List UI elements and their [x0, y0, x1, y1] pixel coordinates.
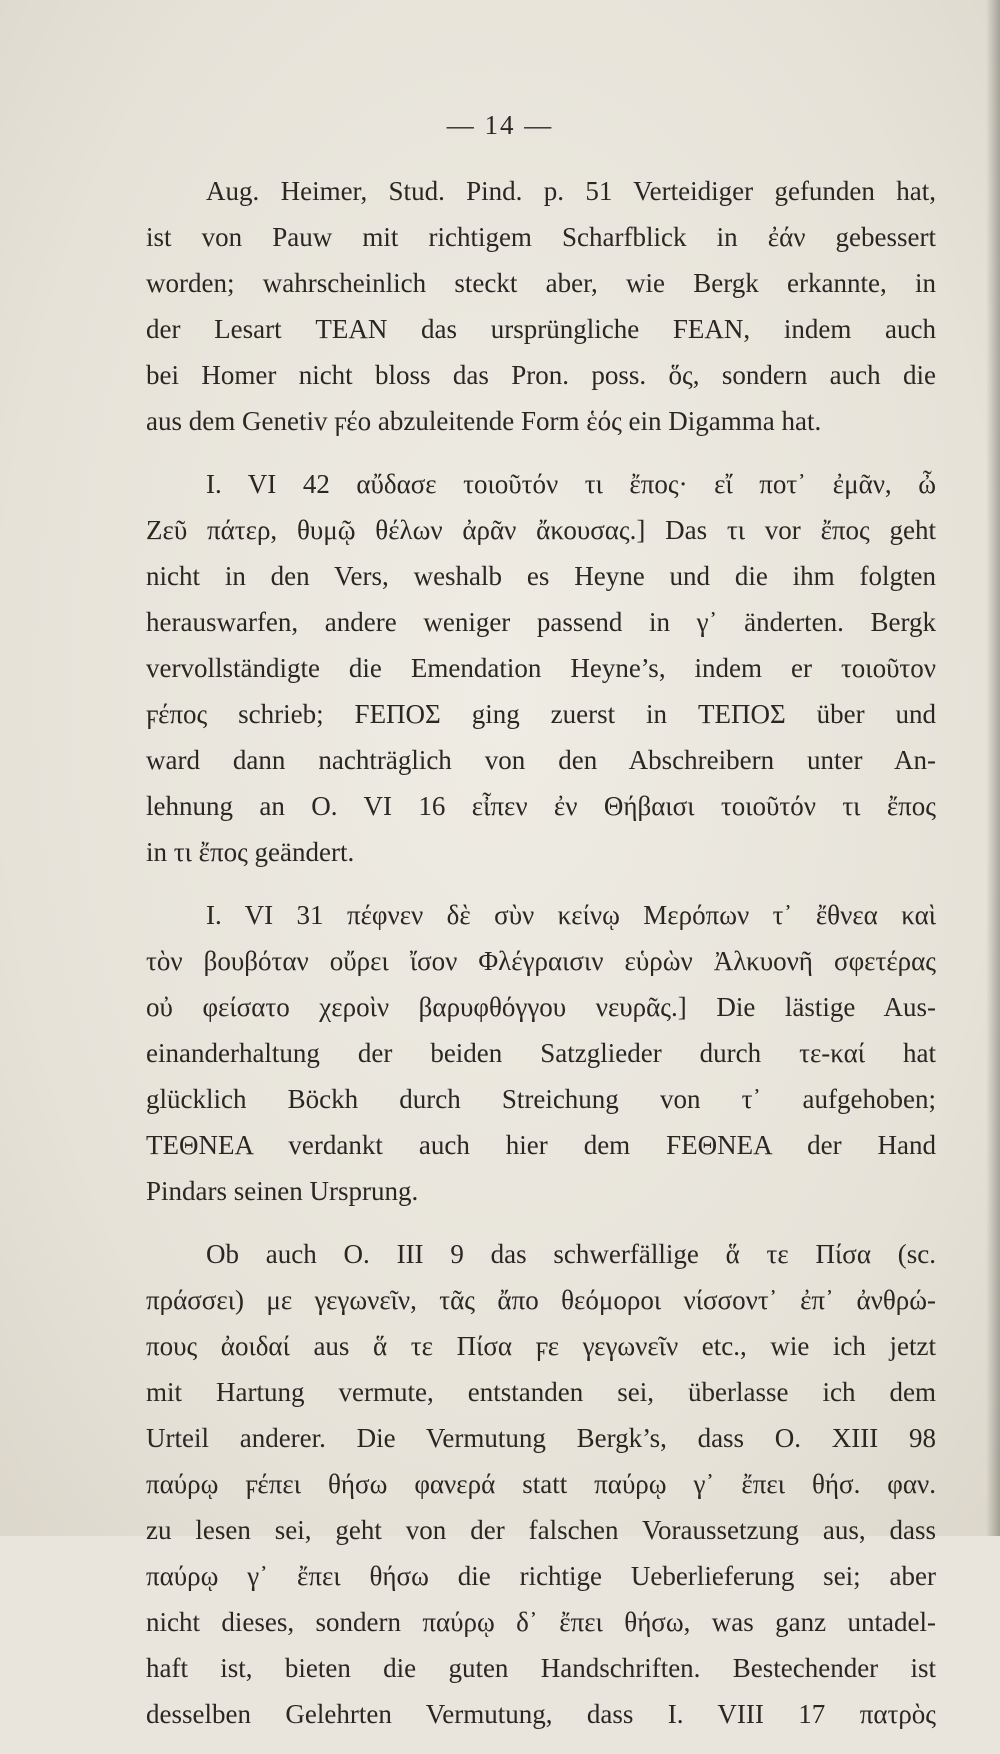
text-line: Urteil anderer. Die Vermutung Bergk’s, dass O. XIII 98 — [146, 1423, 936, 1453]
text-line: ward dann nachträglich von den Abschreibern unter An- — [146, 745, 936, 775]
body-text — [146, 168, 936, 1754]
text-line: ΤΕΘΝΕΑ verdankt auch hier dem ϜΕΘΝΕΑ der Hand — [146, 1130, 936, 1160]
text-line: Pindars seinen Ursprung. — [146, 1176, 419, 1206]
text-line: πράσσει) με γεγωνεῖν, τᾶς ἄπο θεόμοροι νίσσοντ᾽ ἐπ᾽ ἀνθρώ- — [146, 1285, 936, 1315]
text-line: οὐ φείσατο χεροὶν βαρυφθόγγου νευρᾶς.] Die lästige Aus- — [146, 992, 936, 1022]
text-line: Ζεῦ πάτερ, θυμῷ θέλων ἀρᾶν ἄκουσας.] Das τι vor ἔπος geht — [146, 515, 936, 545]
text-line: I. VI 42 αὔδασε τοιοῦτόν τι ἔπος· εἴ ποτ᾽ ἐμᾶν, ὦ — [206, 469, 936, 499]
text-line: haft ist, bieten die guten Handschriften. Bestechender ist — [146, 1653, 936, 1683]
text-line: aus dem Genetiv ϝέο abzuleitende Form ἑός ein Digamma hat. — [146, 406, 822, 436]
text-line: einanderhaltung der beiden Satzglieder durch τε-καί hat — [146, 1038, 936, 1068]
text-line: ist von Pauw mit richtigem Scharfblick in ἐάν gebessert — [146, 222, 936, 252]
text-line: in τι ἔπος geändert. — [146, 837, 355, 867]
text-line: I. VI 31 πέφνεν δὲ σὺν κείνῳ Μερόπων τ᾽ ἔθνεα καὶ — [206, 900, 936, 930]
text-line: τὸν βουβόταν οὔρει ἴσον Φλέγραισιν εὑρὼν Ἀλκυονῆ σφετέρας — [146, 946, 936, 976]
text-line: worden; wahrscheinlich steckt aber, wie Bergk erkannte, in — [146, 268, 936, 298]
page-spine-shadow — [986, 0, 1000, 1536]
text-line: nicht in den Vers, weshalb es Heyne und die ihm folgten — [146, 561, 936, 591]
text-line: Aug. Heimer, Stud. Pind. p. 51 Verteidiger gefunden hat, — [206, 176, 936, 206]
text-line: der Lesart ΤΕΑΝ das ursprüngliche ϜΕΑΝ, indem auch — [146, 314, 936, 344]
text-line: Ob auch O. III 9 das schwerfällige ἅ τε Πίσα (sc. — [206, 1239, 936, 1269]
text-line: mit Hartung vermute, entstanden sei, überlasse ich dem — [146, 1377, 936, 1407]
text-line: vervollständigte die Emendation Heyne’s, indem er τοιοῦτον — [146, 653, 936, 683]
text-line: desselben Gelehrten Vermutung, dass I. VIII 17 πατρὸς — [146, 1699, 936, 1729]
text-line: ϝέπος schrieb; ϜΕΠΟΣ ging zuerst in ΤΕΠΟΣ über und — [146, 699, 936, 729]
text-line: glücklich Böckh durch Streichung von τ᾽ aufgehoben; — [146, 1084, 936, 1114]
paragraph — [146, 1231, 936, 1737]
text-line: zu lesen sei, geht von der falschen Voraussetzung aus, dass — [146, 1515, 936, 1545]
paragraph — [146, 461, 936, 875]
paragraph — [146, 168, 936, 444]
paragraph — [146, 892, 936, 1214]
text-line: nicht dieses, sondern παύρῳ δ᾽ ἔπει θήσω, was ganz untadel- — [146, 1607, 936, 1637]
text-line: herauswarfen, andere weniger passend in γ᾽ änderten. Bergk — [146, 607, 936, 637]
text-line: bei Homer nicht bloss das Pron. poss. ὅς, sondern auch die — [146, 360, 936, 390]
text-line: παύρῳ γ᾽ ἔπει θήσω die richtige Ueberlieferung sei; aber — [146, 1561, 936, 1591]
text-line: παύρῳ ϝέπει θήσω φανερά statt παύρῳ γ᾽ ἔπει θήσ. φαν. — [146, 1469, 936, 1499]
text-line: lehnung an O. VI 16 εἶπεν ἐν Θήβαισι τοιοῦτόν τι ἔπος — [146, 791, 936, 821]
text-line: πους ἀοιδαί aus ἅ τε Πίσα ϝε γεγωνεῖν etc., wie ich jetzt — [146, 1331, 936, 1361]
page-number: — 14 — — [446, 110, 554, 140]
